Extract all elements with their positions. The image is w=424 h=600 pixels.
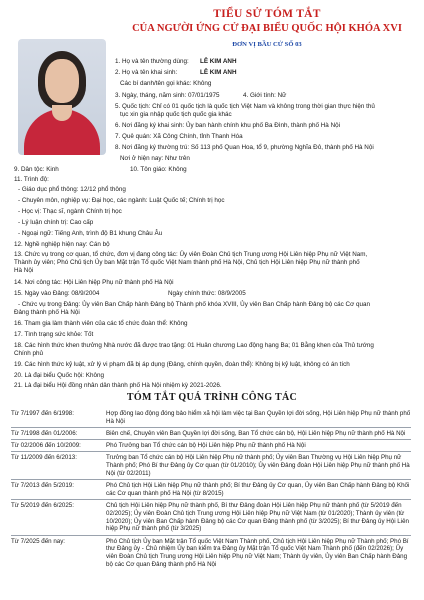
party-official-date: Ngày chính thức: 08/9/2005 [168, 290, 246, 297]
position-line3: Hà Nội [14, 267, 34, 274]
work-history-title: TÓM TẮT QUÁ TRÌNH CÔNG TÁC [126, 392, 298, 403]
work-history-period: Từ 5/2019 đến 6/2025: [11, 501, 74, 509]
awards-line2: Chính phủ [14, 350, 44, 357]
work-history-row [11, 536, 411, 571]
portrait-face [45, 59, 79, 103]
work-history-period: Từ 11/2009 đến 6/2013: [11, 453, 77, 461]
work-history-row [11, 500, 411, 536]
work-history-description: Phó Chủ tịch Ủy ban Mặt trận Tổ quốc Việt Nam Thành phố, Chủ tịch Hội Liên hiệp Phụ nữ Thành phố; Phó Bí thư Đảng ủy - Chủ nhiệm Ủy ban kiểm tra Đảng ủy Mặt trận Tổ quốc Việt Nam Thành phố (đến 02/2026); Ủy viên Đoàn Chủ tịch Trung ương Hội Liên hiệp Phụ nữ Việt Nam; Thành ủy viên, Ủy viên Ban Chấp hành Đảng bộ các Cơ quan Đảng thành phố Hà Nội [106, 537, 409, 569]
work-history-description: Biên chế, Chuyên viên Ban Quyền lợi đời sống, Ban Tổ chức cán bộ, Hội Liên hiệp Phụ nữ thành phố Hà Nội [106, 429, 406, 437]
health: 17. Tình trạng sức khỏe: Tốt [14, 331, 94, 338]
party-position-line1: - Chức vụ trong Đảng: Ủy viên Ban Chấp hành Đảng bộ Thành phố khóa XVIII, Ủy viên Ban Chấp hành Đảng bộ các Cơ quan [18, 301, 370, 308]
ethnicity: 9. Dân tộc: Kinh [14, 166, 59, 173]
bio-item-1 [115, 58, 237, 66]
aliases: Các bí danh/tên gọi khác: Không [120, 80, 212, 87]
common-name-value: LÊ KIM ANH [200, 58, 237, 65]
nationality-line2: tục xin gia nhập quốc tịch quốc gia khác [120, 111, 232, 118]
position-line2: Thành ủy viên; Phó Chủ tịch Ủy ban Mặt trận Tổ quốc Việt Nam thành phố Hà Nội, Chủ tịch Hội Liên hiệp Phụ nữ thành phố [14, 259, 360, 266]
work-history-row [11, 452, 411, 480]
birth-name-value: LÊ KIM ANH [200, 69, 237, 76]
work-history-description: Hợp đồng lao động đóng bảo hiểm xã hội làm việc tại Ban Quyền lợi đời sống, Hội Liên hiệp Phụ nữ thành phố Hà Nội [106, 409, 411, 425]
constituency-label: ĐƠN VỊ BẦU CỬ SỐ 03 [232, 41, 302, 48]
work-history-row [11, 480, 411, 500]
position-line1: 13. Chức vụ trong cơ quan, tổ chức, đơn vị đang công tác: Ủy viên Đoàn Chủ tịch Trung ương Hội Liên hiệp Phụ nữ Việt Nam, [14, 251, 368, 258]
religion: 10. Tôn giáo: Không [130, 166, 187, 173]
nationality-line1: 5. Quốc tịch: Chỉ có 01 quốc tịch là quốc tịch Việt Nam và không trong thời gian thực hiện thủ [115, 103, 375, 110]
work-history-description: Chủ tịch Hội Liên hiệp Phụ nữ thành phố, Bí thư Đảng đoàn Hội Liên hiệp Phụ nữ thành phố (từ 5/2019 đến 02/2025); Ủy viên Đoàn Chủ tịch Trung ương Hội Liên hiệp Phụ nữ Việt Nam (từ 01/2020); Thành ủy viên (từ 10/2020); Ủy viên Ban Chấp hành Đảng bộ các Cơ quan Đảng thành phố (từ 3/2025); Bí thư Đảng ủy Hội Liên hiệp Phụ nữ thành phố (từ 3/2025) [106, 501, 410, 533]
birth-date: 3. Ngày, tháng, năm sinh: 07/01/1975 [115, 92, 220, 99]
work-history-period: Từ 7/1998 đến 01/2006: [11, 429, 78, 437]
party-join-date: 15. Ngày vào Đảng: 08/9/2004 [14, 290, 100, 297]
hometown: 7. Quê quán: Xã Công Chính, tỉnh Thanh Hóa [115, 133, 243, 140]
education-major: - Chuyên môn, nghiệp vụ: Đại học, các ngành: Luật Quốc tế; Chính trị học [18, 197, 225, 204]
work-history-period: Từ 7/2013 đến 5/2019: [11, 481, 74, 489]
work-history-row [11, 428, 411, 440]
document-title: TIỂU SỬ TÓM TẮT [213, 8, 321, 20]
current-residence: Nơi ở hiện nay: Như trên [120, 155, 190, 162]
work-history-row [11, 408, 411, 428]
national-assembly-member: 20. Là đại biểu Quốc hội: Không [14, 372, 104, 379]
permanent-residence: 8. Nơi đăng ký thường trú: Số 113 phố Quan Hoa, tổ 9, phường Nghĩa Đô, thành phố Hà Nội [115, 144, 374, 151]
bio-item-2 [115, 69, 237, 77]
education-language: - Ngoại ngữ: Tiếng Anh, trình độ B1 khung Châu Âu [18, 230, 163, 237]
education-general: - Giáo dục phổ thông: 12/12 phổ thông [18, 186, 126, 193]
work-history-period: Từ 7/1997 đến 6/1998: [11, 409, 74, 417]
birth-registration: 6. Nơi đăng ký khai sinh: Ủy ban hành chính khu phố Ba Đình, thành phố Hà Nội [115, 122, 341, 129]
candidate-portrait [18, 39, 106, 155]
people-council-member: 21. Là đại biểu Hội đồng nhân dân thành phố Hà Nội nhiệm kỳ 2021-2026. [14, 382, 222, 389]
awards-line1: 18. Các hình thức khen thưởng Nhà nước đã được trao tặng: 01 Huân chương Lao động hạng Ba; 01 Bằng khen của Thủ tướng [14, 342, 374, 349]
work-history-list [11, 408, 411, 571]
occupation: 12. Nghề nghiệp hiện nay: Cán bộ [14, 241, 110, 248]
work-history-description: Trưởng ban Tổ chức cán bộ Hội Liên hiệp Phụ nữ thành phố; Ủy viên Ban Thường vụ Hội Liên hiệp Phụ nữ Thành phố; Phó Bí thư Đảng ủy Cơ quan (từ 01/2010); Ủy viên Đảng đoàn Hội Liên hiệp Phụ nữ thành phố Hà Nội (từ 02/2011) [106, 453, 410, 477]
work-history-period: Từ 02/2006 đến 10/2009: [11, 441, 81, 449]
education-political: - Lý luận chính trị: Cao cấp [18, 219, 94, 226]
common-name-label: 1. Họ và tên thường dùng: [115, 58, 189, 65]
document-subtitle: CỦA NGƯỜI ỨNG CỬ ĐẠI BIỂU QUỐC HỘI KHÓA XVI [132, 23, 402, 34]
work-history-row [11, 440, 411, 452]
party-position-line2: Đảng thành phố Hà Nội [14, 309, 80, 316]
organizations: 16. Tham gia làm thành viên của các tổ chức đoàn thể: Không [14, 320, 188, 327]
work-history-description: Phó Chủ tịch Hội Liên hiệp Phụ nữ thành phố; Bí thư Đảng ủy Cơ quan, Ủy viên Ban Chấp hành Đảng bộ Khối các Cơ quan thành phố Hà Nội (từ 8/2015) [106, 481, 410, 497]
education-degree: - Học vị: Thạc sĩ, ngành Chính trị học [18, 208, 122, 215]
gender: 4. Giới tính: Nữ [243, 92, 287, 99]
birth-name-label: 2. Họ và tên khai sinh: [115, 69, 178, 76]
workplace: 14. Nơi công tác: Hội Liên hiệp Phụ nữ thành phố Hà Nội [14, 279, 174, 286]
work-history-description: Phó Trưởng ban Tổ chức cán bộ Hội Liên hiệp Phụ nữ thành phố Hà Nội [106, 441, 306, 449]
education-heading: 11. Trình độ: [14, 176, 49, 183]
work-history-period: Từ 7/2025 đến nay: [11, 537, 66, 545]
discipline: 19. Các hình thức kỷ luật, xử lý vi phạm đã bị áp dụng (Đảng, chính quyền, đoàn thể): Không bị kỷ luật, không có án tích [14, 361, 350, 368]
